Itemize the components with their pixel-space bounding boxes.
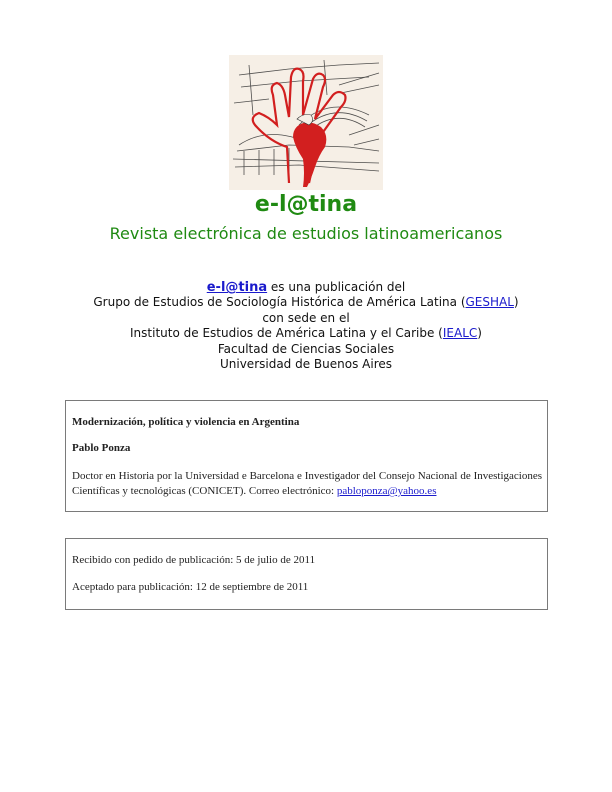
journal-name: e-l@tina xyxy=(254,192,358,217)
author-bio xyxy=(72,469,542,499)
publisher-block xyxy=(0,280,612,372)
journal-subtitle: Revista electrónica de estudios latinoamericanos xyxy=(109,224,503,243)
accepted-date: Aceptado para publicación: 12 de septiembre de 2011 xyxy=(72,581,309,593)
iealc-suffix: ) xyxy=(477,326,482,341)
author-bio-text: Doctor en Historia por la Universidad e Barcelona e Investigador del Consejo Nacional de Investigaciones Científicas y tecnológicas (CONICET). Correo electrónico: xyxy=(72,470,542,497)
journal-home-link[interactable]: e-l@tina xyxy=(206,280,268,295)
publisher-line-1 xyxy=(0,280,612,295)
dates-box xyxy=(65,538,548,610)
iealc-link[interactable]: IEALC xyxy=(442,326,478,341)
geshal-suffix: ) xyxy=(513,295,519,310)
publisher-line-5: Facultad de Ciencias Sociales xyxy=(217,341,395,356)
author-name: Pablo Ponza xyxy=(72,442,131,454)
article-info-box xyxy=(65,400,548,512)
journal-logo xyxy=(229,55,383,190)
article-title: Modernización, política y violencia en Argentina xyxy=(72,416,300,428)
publisher-line-1-text: es una publicación del xyxy=(267,280,406,294)
geshal-link[interactable]: GESHAL xyxy=(465,295,514,310)
publisher-line-3: con sede en el xyxy=(262,310,350,325)
publisher-line-4 xyxy=(0,326,612,341)
author-email-link[interactable]: pabloponza@yahoo.es xyxy=(336,485,437,497)
received-date: Recibido con pedido de publicación: 5 de julio de 2011 xyxy=(72,554,316,566)
publisher-line-2 xyxy=(0,295,612,310)
iealc-prefix: Instituto de Estudios de América Latina y el Caribe ( xyxy=(130,326,443,341)
publisher-line-6: Universidad de Buenos Aires xyxy=(219,357,393,372)
geshal-prefix: Grupo de Estudios de Sociología Histórica de América Latina ( xyxy=(93,295,466,310)
